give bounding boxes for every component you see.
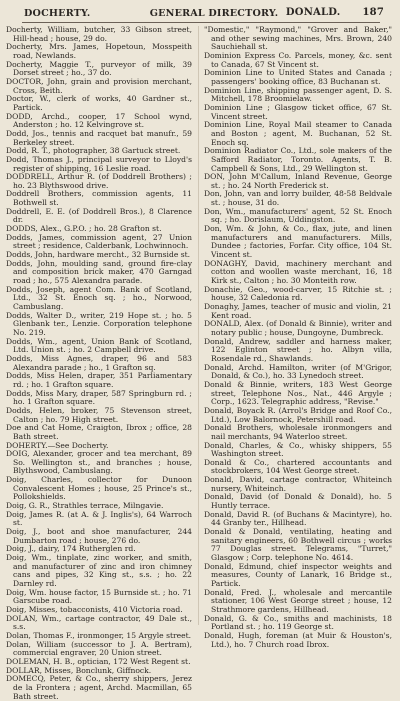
directory-entry: Doddrell, E. E. (of Doddrell Bros.), 8 Clarence dr. (6, 206, 192, 225)
directory-entry: Dominion Line, Royal Mail steamer to Canada and Boston ; agent, M. Buchanan, 52 St. Enoch sq. (204, 120, 392, 147)
directory-entry: Dominion Radiator Co., Ltd., sole makers of the Safford Radiator, Toronto. Agents, T. B. Campbell & Sons, Ltd., 29 Wellington st. (204, 146, 392, 173)
directory-entry: Donald, Edmund, chief inspector weights and measures, County of Lanark, 16 Bridge st., Partick. (204, 561, 392, 588)
page-number: 187 (362, 7, 384, 18)
directory-entry: Donald & Co., chartered accountants and stockbrokers, 104 West George street. (204, 457, 392, 476)
directory-entry: DON, John M'Callum, Inland Revenue, George st. ; ho. 24 North Frederick st. (204, 172, 392, 190)
directory-entry: Donald, David, cartage contractor, Whiteinch nursery, Whiteinch. (204, 475, 392, 493)
directory-entry: DOLLAR, Misses, Bonclunk, Giffnock. (6, 665, 152, 675)
directory-entry: Don, Wm., manufacturers' agent, 52 St. Enoch sq. ; ho. Dorislaum, Uddingston. (204, 206, 392, 225)
directory-entry: Dodds, John, moulding sand, ground fire-clay and composition brick maker, 470 Garngad road ; ho., 575 Alexandra parade. (6, 258, 192, 286)
directory-entry: Donald, Archd. Hamilton, writer (of M'Grigor, Donald, & Co.), ho. 33 Lynedoch street. (204, 362, 392, 381)
directory-entry: DOIG, Alexander, grocer and tea merchant, 89 So. Wellington st., and branches ; house, Blythswood, Cambuslang. (6, 449, 192, 476)
directory-entry: Dominion Line, shipping passenger agent, D. S. Mitchell, 178 Broomielaw. (204, 85, 392, 104)
header-left-name: DOCHERTY. (24, 8, 91, 19)
directory-entry: Donald, Hugh, foreman (at Muir & Houston's, Ltd.), ho. 7 Church road Ibrox. (204, 630, 392, 649)
directory-entry: DODD, Archd., cooper, 17 School wynd, Anderston ; ho. 12 Kelvingrove st. (6, 111, 192, 130)
directory-entry: DOLAN, Wm., cartage contractor, 49 Dale st., s.s. (6, 613, 192, 632)
directory-entry: Donachie, Geo., wood-carver, 15 Ritchie st. ; house, 32 Caledonia rd. (204, 284, 392, 303)
directory-entry: Don, John, van and lorry builder, 48-58 Beldvale st. ; house, 31 do. (204, 189, 392, 208)
directory-entry: Dodds, James, commission agent, 27 Union street ; residence, Calderbank, Lochwinnoch. (6, 232, 192, 251)
left-column (6, 25, 192, 701)
directory-entry: Donald & Binnie, writers, 183 West George street, Telephone Nos., Nat., 446 Argyle ; Corp., 1623. Telegraphic address, "Revise." (204, 379, 392, 407)
directory-entry: Donaghy, James, teacher of music and violin, 21 Kent road. (204, 302, 392, 320)
directory-entry: Doig, J., dairy, 174 Rutherglen rd. (6, 544, 136, 554)
directory-entry: Doctor, W., clerk of works, 40 Gardner st., Partick. (6, 94, 192, 112)
directory-entry: DOMECQ, Peter, & Co., sherry shippers, Jerez de la Frontera ; agent, Archd. Macmillan, 65 Bath street. (6, 674, 192, 701)
directory-entry: DONALD, Alex. (of Donald & Binnie), writer and notary public ; house, Dungoyne, Dumbreck. (204, 319, 392, 337)
directory-entry: Doig, Misses, tobacconists, 410 Victoria road. (6, 604, 183, 614)
directory-entry: Dolan, William (successor to J. A. Bertram), commercial engraver, 20 Union street. (6, 639, 192, 658)
directory-entry: Docherty, Maggie T., purveyor of milk, 39 Dorset street ; ho., 37 do. (6, 59, 192, 78)
directory-entry: Doig, G. R., Strathles terrace, Milngavie. (6, 501, 164, 511)
directory-entry: Docherty, Mrs. James, Hopetoun, Mosspeith road, Newlands. (6, 42, 192, 60)
directory-entry: Donald Brothers, wholesale ironmongers and nail merchants, 94 Waterloo street. (204, 423, 392, 441)
directory-entry: Doddrell Brothers, commission agents, 11 Bothwell st. (6, 189, 192, 208)
directory-entry: DOLEMAN, H. B., optician, 172 West Regent st. (6, 656, 191, 666)
directory-entry: Donald, Boyack R. (Arrol's Bridge and Roof Co., Ltd.), Low Balornock, Petershill road. (204, 405, 392, 424)
directory-entry: Docherty, William, butcher, 33 Gibson street, Hill-head ; house, 29 do. (6, 25, 192, 43)
right-column (204, 25, 392, 649)
page-header (14, 6, 386, 22)
directory-entry: Doig, James R. (at A. & J. Inglis's), 64 Warroch st. (6, 509, 192, 528)
directory-entry: Dodds, Joseph, agent Com. Bank of Scotland, Ltd., 32 St. Enoch sq. ; ho., Norwood, Cambuslang. (6, 284, 192, 311)
directory-entry: Dodd, Thomas J., principal surveyor to Lloyd's register of shipping, 16 Leslie road. (6, 154, 192, 173)
directory-entry: Donald, G. & Co., smiths and machinists, 18 Portland st. ; ho. 119 George st. (204, 613, 392, 632)
directory-entry: Doig, Wm. house factor, 15 Burnside st. ; ho. 71 Garscube road. (6, 587, 192, 606)
directory-entry: Dolan, Thomas F., ironmonger, 15 Argyle street. (6, 630, 192, 640)
directory-entry: Dominion Express Co. Parcels, money, &c. sent to Canada, 67 St Vincent st. (204, 50, 392, 69)
directory-entry: Donald, David (of Donald & Donald), ho. 5 Huntly terrace. (204, 492, 392, 511)
directory-entry: Doig, Charles, collector for Dunoon Convalescent Homes ; house, 25 Prince's st., Pollokshields. (6, 475, 192, 502)
directory-entry: DODDRELL, Arthur R. (of Doddrell Brothers) ; ho. 23 Blythswood drive. (6, 172, 192, 190)
directory-entry: Dodds, Walter D., writer, 219 Hope st. ; ho. 5 Glenbank ter., Lenzie. Corporation telephone No. 219. (6, 310, 192, 337)
directory-entry: Doe and Cat Home, Craigton, Ibrox ; office, 28 Bath street. (6, 423, 192, 441)
directory-entry: Donald, Charles, & Co., whisky shippers, 55 Washington street. (204, 440, 392, 459)
directory-entry: Donald, David R. (of Buchans & Macintyre), ho. 44 Granby ter., Hillhead. (204, 509, 392, 528)
page-number-block (286, 7, 384, 18)
directory-entry: Doig, Wm., tinplate, zinc worker, and smith, and manufacturer of zinc and iron chimney cans and pipes, 32 King st., s.s. ; ho. 22 Darnley rd. (6, 553, 192, 588)
directory-entry: "Domestic," "Raymond," "Grover and Baker," and other sewing machines, Mrs. Brown, 240 Sauchiehall st. (204, 25, 392, 52)
directory-entry: DODDS, Alex., G.P.O. ; ho. 28 Grafton st. (6, 224, 162, 234)
header-rule (22, 22, 380, 23)
directory-entry: Dominion Line to United States and Canada ; passengers' booking office, 83 Buchanan st. (204, 68, 392, 86)
header-title: GENERAL DIRECTORY. (149, 8, 279, 19)
directory-entry: Dodds, John, hardware mercht., 32 Burnside st. (6, 250, 191, 260)
directory-entry: Dodds, Miss Agnes, draper, 96 and 583 Alexandra parade ; ho., 1 Grafton sq. (6, 353, 192, 372)
directory-entry: Donald, Andrew, saddler and harness maker, 122 Eglinton street ; ho. Albyn villa, Rosendale rd., Shawlands. (204, 336, 392, 363)
header-right-name: DONALD. (285, 7, 341, 18)
directory-entry: Dodd, Jos., tennis and racquet bat manufr., 59 Berkeley street. (6, 128, 192, 147)
directory-entry: Don, Wm. & John, & Co., flax, jute, and linen manufacturers and manufacturers. Mills, Dundee ; factories, Forfar. City office, 104 St. Vincent st. (204, 224, 392, 260)
directory-entry: Donald, Fred. J., wholesale and mercantile stationer, 106 West George street ; house, 12 Strathmore gardens, Hillhead. (204, 587, 392, 614)
directory-entry: Dominion Line ; Glasgow ticket office, 67 St. Vincent street. (204, 102, 392, 121)
directory-entry: Donald & Donald, ventilating, heating and sanitary engineers, 60 Bothwell circus ; works 77 Douglas street. Telegrams, "Turret," Glasgow ; Corp. telephone No. 4614. (204, 527, 392, 563)
directory-entry: Dodds, Helen, broker, 75 Stevenson street, Calton ; ho. 79 High street. (6, 405, 192, 424)
directory-entry: Dodd, R. T., photographer, 38 Gartuck street. (6, 146, 181, 156)
directory-entry: Dodds, Miss Mary, draper, 587 Springburn rd. ; ho. 1 Grafton square. (6, 388, 192, 407)
column-divider (198, 26, 199, 625)
directory-entry: DONAGHY, David, machinery merchant and cotton and woollen waste merchant, 16, 18 Kirk st., Calton ; ho. 30 Monteith row. (204, 258, 392, 286)
directory-entry: DOHERTY.—See Docherty. (6, 440, 109, 450)
directory-entry: Dodds, Miss Helen, draper, 351 Parliamentary rd. ; ho. 1 Grafton square. (6, 371, 192, 389)
directory-entry: DOCTOR, John, grain and provision merchant, Cross, Beith. (6, 76, 192, 95)
directory-entry: Dodds, Wm., agent, Union Bank of Scotland, Ltd. Union st. ; ho. 2 Campbell drive. (6, 336, 192, 355)
directory-entry: Doig, J., boot and shoe manufacturer, 244 Dumbarton road ; house, 276 do. (6, 527, 192, 545)
